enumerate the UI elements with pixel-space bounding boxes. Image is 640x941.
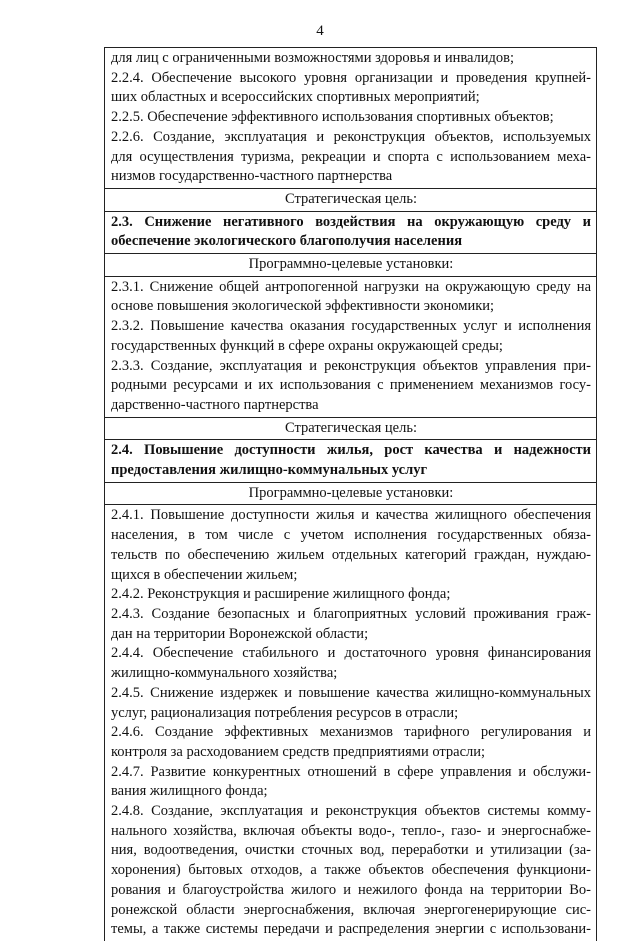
section-header-row — [105, 483, 596, 506]
text-line: 2.4.1. Повышение доступности жилья и качества жилищного обеспечения — [111, 507, 591, 524]
text-line: 2.4.8. Создание, эксплуатация и реконструкция объектов системы комму- — [111, 803, 591, 820]
text-line: ших областных и всероссийских спортивных мероприятий; — [111, 89, 480, 106]
text-line: низмов государственно-частного партнерства — [111, 168, 393, 185]
text-line: хоронения) бытовых отходов, а также объектов обеспечения функциони- — [111, 862, 591, 879]
text-line: населения, в том числе с учетом исполнения государственных обяза- — [111, 527, 591, 544]
text-line: 2.2.5. Обеспечение эффективного использования спортивных объектов; — [111, 109, 554, 126]
text-line: ния, водоотведения, очистки сточных вод, переработки и утилизации (за- — [111, 842, 591, 859]
text-line: 2.4.2. Реконструкция и расширение жилищного фонда; — [111, 586, 451, 603]
strategic-goal-line: 2.3. Снижение негативного воздействия на окружающую среду и — [111, 213, 591, 230]
strategy-table — [104, 47, 597, 941]
section-header-text: Стратегическая цель: — [285, 190, 417, 207]
section-header-row — [105, 418, 596, 441]
text-line: 2.3.3. Создание, эксплуатация и реконструкция объектов управления при- — [111, 357, 591, 374]
text-line: вания жилищного фонда; — [111, 783, 268, 800]
text-block-row — [105, 48, 596, 189]
section-header-row — [105, 254, 596, 277]
section-header-row — [105, 189, 596, 212]
section-header-text: Программно-целевые установки: — [248, 256, 454, 273]
strategic-goal-row — [105, 212, 596, 254]
text-line: для лиц с ограниченными возможностями здоровья и инвалидов; — [111, 50, 515, 66]
strategic-goal-line: 2.4. Повышение доступности жилья, рост качества и надежности — [111, 442, 591, 459]
page-number: 4 — [316, 23, 324, 39]
text-line: щихся в обеспечении жильем; — [111, 566, 298, 583]
text-line: 2.4.5. Снижение издержек и повышение качества жилищно-коммунальных — [111, 684, 591, 701]
strategic-goal-line: предоставления жилищно-коммунальных услуг — [111, 462, 428, 479]
section-header-text: Стратегическая цель: — [285, 419, 417, 436]
text-line: жилищно-коммунального хозяйства; — [111, 665, 338, 682]
text-block-row — [105, 505, 596, 940]
text-line: для осуществления туризма, рекреации и спорта с использованием меха- — [111, 148, 591, 165]
strategic-goal-line: обеспечение экологического благополучия населения — [111, 233, 463, 250]
text-line: 2.3.2. Повышение качества оказания государственных услуг и исполнения — [111, 318, 591, 335]
text-line: 2.4.6. Создание эффективных механизмов тарифного регулирования и — [111, 724, 591, 741]
text-line: 2.3.1. Снижение общей антропогенной нагрузки на окружающую среду на — [111, 278, 591, 295]
text-line: 2.4.7. Развитие конкурентных отношений в сфере управления и обслужи- — [111, 763, 591, 780]
text-line: 2.2.6. Создание, эксплуатация и реконструкция объектов, используемых — [111, 128, 591, 145]
text-line: родными ресурсами и их использования с применением механизмов госу- — [111, 377, 591, 394]
text-line: 2.2.4. Обеспечение высокого уровня организации и проведения крупней- — [111, 69, 591, 86]
text-line: контроля за расходованием средств предприятиями отрасли; — [111, 743, 486, 760]
text-line: тельств по обеспечению жильем отдельных категорий граждан, нуждаю- — [111, 546, 591, 563]
text-line: нального хозяйства, включая объекты водо-, тепло-, газо- и энергоснабже- — [111, 822, 591, 839]
text-line: 2.4.4. Обеспечение стабильного и достаточного уровня финансирования — [111, 645, 591, 662]
text-line: рования и благоустройства жилого и нежилого фонда на территории Во- — [111, 881, 591, 898]
text-line: ронежской области энергоснабжения, включая энергогенерирующие сис- — [111, 901, 591, 918]
text-line: государственных функций в сфере охраны окружающей среды; — [111, 337, 503, 354]
text-line: услуг, рационализация потребления ресурсов в отрасли; — [111, 704, 459, 721]
text-line: дарственно-частного партнерства — [111, 396, 319, 413]
text-line: основе повышения экологической эффективности экономики; — [111, 298, 495, 315]
section-header-text: Программно-целевые установки: — [248, 484, 454, 501]
text-line: 2.4.3. Создание безопасных и благоприятных условий проживания граж- — [111, 605, 591, 622]
text-line: темы, а также системы передачи и распределения энергии с использовани- — [111, 921, 591, 938]
text-line: дан на территории Воронежской области; — [111, 625, 369, 642]
strategic-goal-row — [105, 440, 596, 482]
text-block-row — [105, 277, 596, 418]
